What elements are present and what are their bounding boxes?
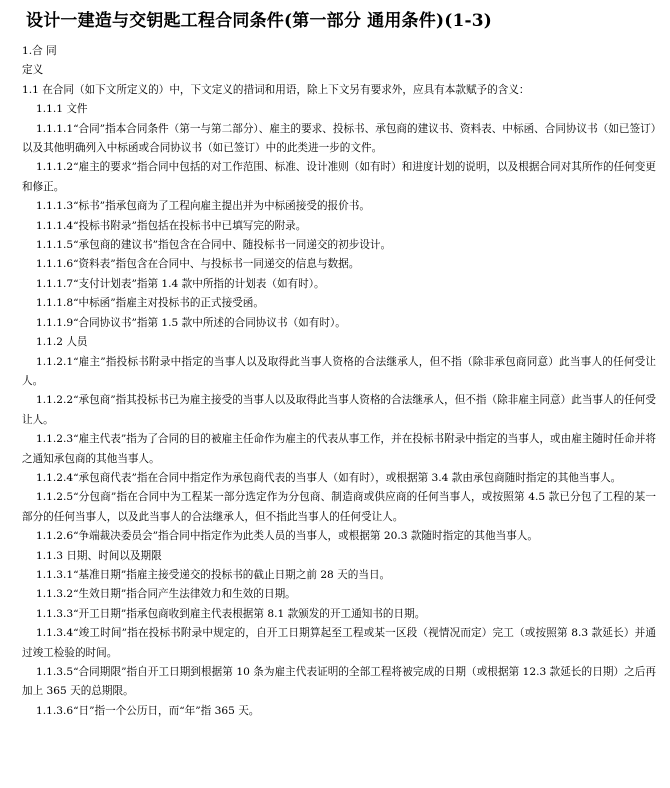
paragraph: 1.1.3.4“竣工时间”指在投标书附录中规定的，自开工日期算起至工程或某一区段（视情况而定）完工（或按照第 8.3 款延长）并通过竣工检验的时间。 [22, 627, 656, 659]
paragraph: 1.1.3.5“合同期限”指自开工日期到根据第 10 条为雇主代表证明的全部工程将被完成的日期（或根据第 12.3 款延长的日期）之后再加上 365 天的总期限。 [22, 666, 656, 698]
paragraph: 1.1.3.6“日”指一个公历日，而“年”指 365 天。 [36, 704, 260, 717]
paragraph: 1.1.1.1“合同”指本合同条件（第一与第二部分）、雇主的要求、投标书、承包商的建议书、资料表、中标函、合同协议书（如已签订）以及其他明确列入中标函或合同协议书（如已签订）中的此类进一步的文件。 [22, 122, 656, 155]
paragraph: 1.1.3.2“生效日期”指合同产生法律效力和生效的日期。 [36, 588, 296, 601]
document-title: 设计一建造与交钥匙工程合同条件(第一部分 通用条件)(1-3) [26, 11, 493, 31]
paragraph: 1.1.3.3“开工日期”指承包商收到雇主代表根据第 8.1 款颁发的开工通知书的日期。 [36, 607, 426, 620]
paragraph: 1.1.1.5“承包商的建议书”指包含在合同中、随投标书一同递交的初步设计。 [36, 239, 392, 252]
paragraph: 1.1.1.2“雇主的要求”指合同中包括的对工作范围、标准、设计准则（如有时）和进度计划的说明，以及根据合同对其所作的任何变更和修正。 [22, 161, 656, 193]
paragraph: 1.1.3.1“基准日期”指雇主接受递交的投标书的截止日期之前 28 天的当日。 [36, 568, 391, 581]
paragraph: 1.1.2.2“承包商”指其投标书已为雇主接受的当事人以及取得此当事人资格的合法继承人，但不指（除非雇主同意）此当事人的任何受让人。 [22, 394, 656, 426]
paragraph: 1.1.3 日期、时间以及期限 [36, 549, 162, 562]
paragraph: 1.1.1.6“资料表”指包含在合同中、与投标书一同递交的信息与数据。 [36, 258, 360, 271]
paragraph: 1.1.2.4“承包商代表”指在合同中指定作为承包商代表的当事人（如有时），或根据第 3.4 款由承包商随时指定的其他当事人。 [36, 471, 622, 484]
paragraph: 1.1.1.8“中标函”指雇主对投标书的正式接受函。 [36, 297, 264, 310]
paragraph: 1.1.1.3“标书”指承包商为了工程向雇主提出并为中标函接受的报价书。 [36, 200, 370, 213]
paragraph: 定义 [22, 64, 44, 77]
paragraph: 1.1.1.7“支付计划表”指第 1.4 款中所指的计划表（如有时）。 [36, 277, 325, 290]
paragraph: 1.1.1.9“合同协议书”指第 1.5 款中所述的合同协议书（如有时）。 [36, 316, 346, 329]
paragraph: 1.1.2.1“雇主”指投标书附录中指定的当事人以及取得此当事人资格的合法继承人，但不指（除非承包商同意）此当事人的任何受让人。 [22, 355, 656, 387]
document-body [22, 42, 656, 721]
paragraph: 1.1.2.3“雇主代表”指为了合同的目的被雇主任命作为雇主的代表从事工作，并在投标书附录中指定的当事人，或由雇主随时任命并将之通知承包商的其他当事人。 [22, 433, 656, 465]
paragraph: 1.1.1.4“投标书附录”指包括在投标书中已填写完的附录。 [36, 219, 307, 232]
paragraph: 1.1.2 人员 [36, 336, 88, 349]
paragraph: 1.合 同 [22, 45, 57, 57]
paragraph: 1.1.2.5“分包商”指在合同中为工程某一部分选定作为分包商、制造商或供应商的任何当事人，或按照第 4.5 款已分包了工程的某一部分的任何当事人，以及此当事人的合法继承人，但不指此当事人的任何受让人。 [22, 491, 656, 523]
paragraph: 1.1.1 文件 [36, 103, 88, 116]
paragraph: 1.1.2.6“争端裁决委员会”指合同中指定作为此类人员的当事人，或根据第 20.3 款随时指定的其他当事人。 [36, 530, 538, 543]
paragraph: 1.1 在合同（如下文所定义的）中，下文定义的措词和用语，除上下文另有要求外，应具有本款赋予的含义： [22, 83, 530, 96]
